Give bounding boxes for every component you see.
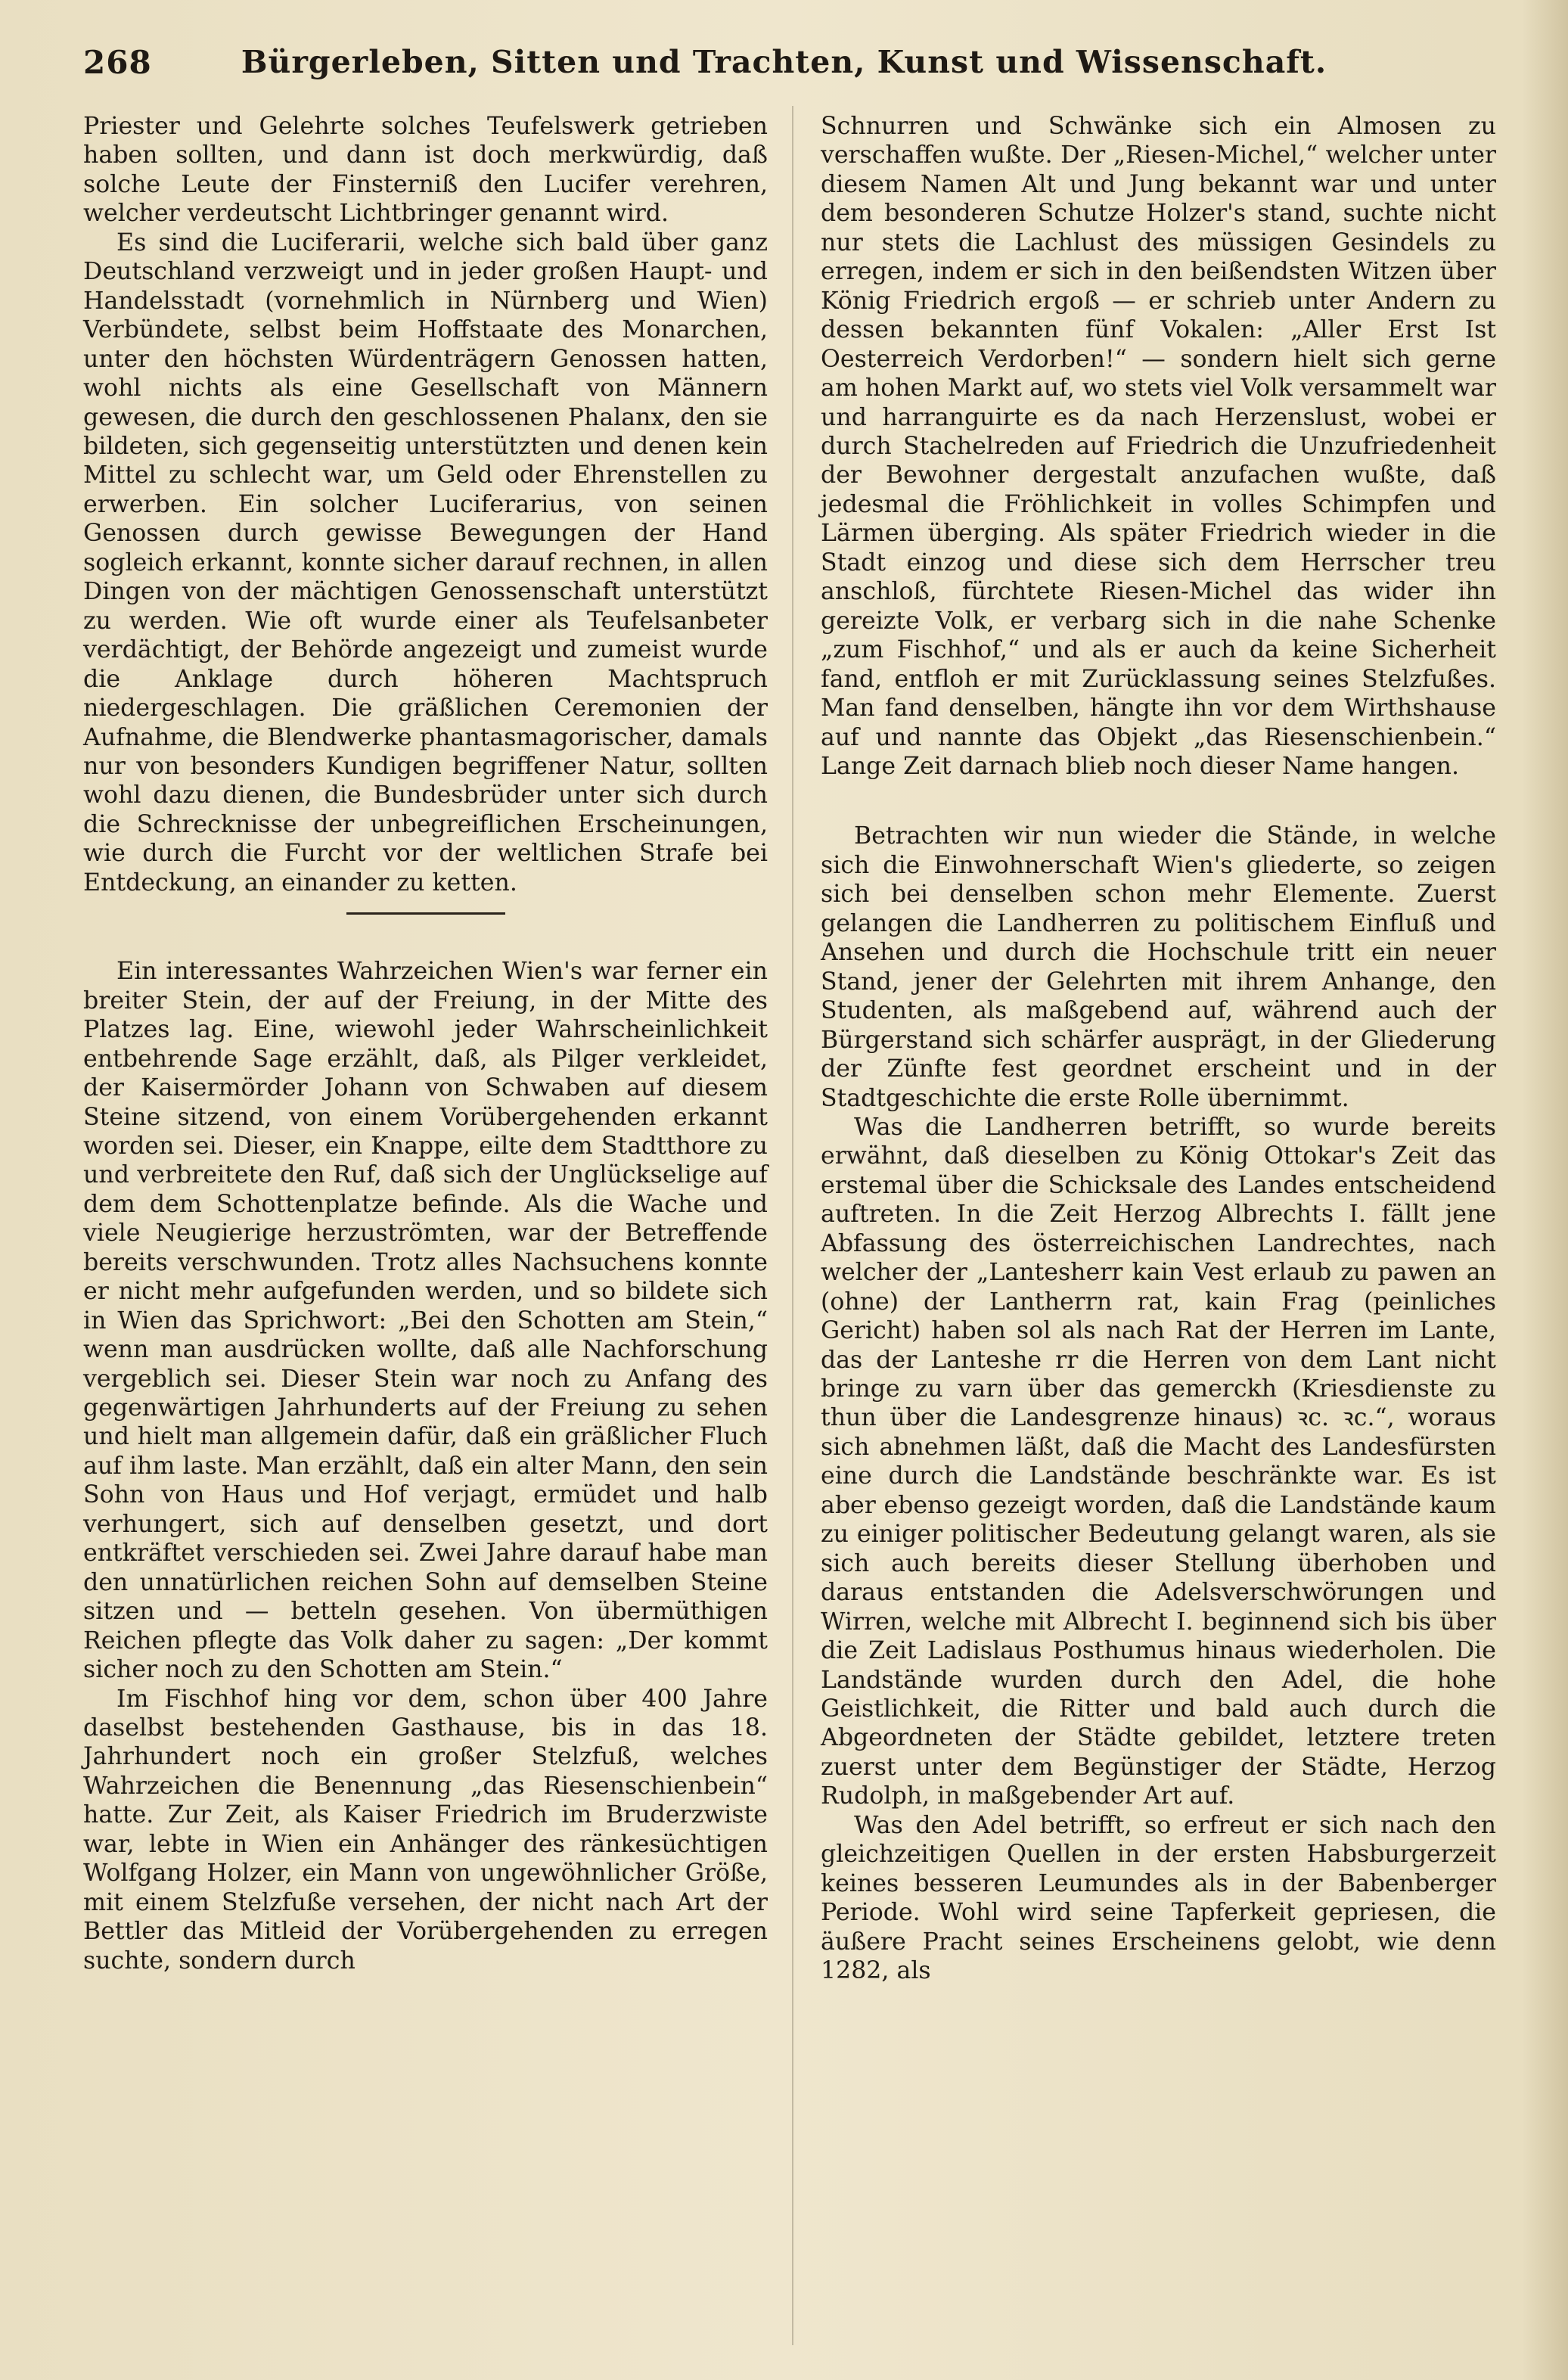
section-divider (346, 912, 505, 915)
running-title: Bürgerleben, Sitten und Trachten, Kunst und Wissenschaft. (241, 44, 1327, 80)
right-column (821, 112, 1496, 1986)
left-column (83, 112, 768, 1975)
right-paragraph-3: Was die Landherren betrifft, so wurde bereits erwähnt, daß dieselben zu König Ottokar's Zeit das erstemal über die Schicksale des Landes entscheidend auftreten. In die Zeit Herzog Albrechts I. fällt jene Abfassung des österreichischen Landrechtes, nach welcher der „Lantesherr kain Vest erlaub zu pawen an (ohne) der Lantherrn rat, kain Frag (peinliches Gericht) haben sol als nach Rat der Herren im Lante, das der Lanteshe rr die Herren von dem Lant nicht bringe zu varn über das gemerckh (Kriesdienste zu thun über die Landesgrenze hinaus) ꝛc. ꝛc.“, woraus sich abnehmen läßt, daß die Macht des Landesfürsten eine durch die Landstände beschränkte war. Es ist aber ebenso gezeigt worden, daß die Landstände kaum zu einiger politischer Bedeutung gelangt waren, als sie sich auch bereits dieser Stellung überhoben und daraus entstanden die Adelsverschwörungen und Wirren, welche mit Albrecht I. beginnend sich bis über die Zeit Ladislaus Posthumus hinaus wiederholen. Die Landstände wurden durch den Adel, die hohe Geistlichkeit, die Ritter und bald auch durch die Abgeordneten der Städte gebildet, letztere treten zuerst unter dem Begünstiger der Städte, Herzog Rudolph, in maßgebender Art auf. (821, 1113, 1496, 1810)
right-paragraph-1: Schnurren und Schwänke sich ein Almosen zu verschaffen wußte. Der „Riesen-Michel,“ welcher unter diesem Namen Alt und Jung bekannt war und unter dem besonderen Schutze Holzer's stand, suchte nicht nur stets die Lachlust des müssigen Gesindels zu erregen, indem er sich in den beißendsten Witzen über König Friedrich ergoß — er schrieb unter Andern zu dessen bekannten fünf Vokalen: „Aller Erst Ist Oesterreich Verdorben!“ — sondern hielt sich gerne am hohen Markt auf, wo stets viel Volk versammelt war und harranguirte es da nach Herzenslust, wobei er durch Stachelreden auf Friedrich die Unzufriedenheit der Bewohner dergestalt anzufachen wußte, daß jedesmal die Fröhlichkeit in volles Schimpfen und Lärmen überging. Als später Friedrich wieder in die Stadt einzog und diese sich dem Herrscher treu anschloß, fürchtete Riesen-Michel das wider ihn gereizte Volk, er verbarg sich in die nahe Schenke „zum Fischhof,“ und als er auch da keine Sicherheit fand, entfloh er mit Zurücklassung seines Stelzfußes. Man fand denselben, hängte ihn vor dem Wirthshause auf und nannte das Objekt „das Riesenschienbein.“ Lange Zeit darnach blieb noch dieser Name hangen. (821, 113, 1496, 780)
section-gap (821, 781, 1496, 822)
left-paragraph-2: Es sind die Luciferarii, welche sich bald über ganz Deutschland verzweigt und in jeder großen Haupt- und Handelsstadt (vornehmlich in Nürnberg und Wien) Verbündete, selbst beim Hoffstaate des Monarchen, unter den höchsten Würdenträgern Genossen hatten, wohl nichts als eine Gesellschaft von Männern gewesen, die durch den geschlossenen Phalanx, den sie bildeten, sich gegenseitig unterstützten und denen kein Mittel zu schlecht war, um Geld oder Ehrenstellen zu erwerben. Ein solcher Luciferarius, von seinen Genossen durch gewisse Bewegungen der Hand sogleich erkannt, konnte sicher darauf rechnen, in allen Dingen von der mächtigen Genossenschaft unterstützt zu werden. Wie oft wurde einer als Teufelsanbeter verdächtigt, der Behörde angezeigt und zumeist wurde die Anklage durch höheren Machtspruch niedergeschlagen. Die gräßlichen Ceremonien der Aufnahme, die Blendwerke phantasmagorischer, damals nur von besonders Kundigen begriffener Natur, sollten wohl dazu dienen, die Bundesbrüder unter sich durch die Schrecknisse der unbegreiflichen Erscheinungen, wie durch die Furcht vor der weltlichen Strafe bei Entdeckung, an einander zu ketten. (83, 228, 768, 896)
page-header (83, 44, 1485, 89)
right-paragraph-2: Betrachten wir nun wieder die Stände, in welche sich die Einwohnerschaft Wien's gliederte, so zeigen sich bei denselben schon mehr Elemente. Zuerst gelangen die Landherren zu politischem Einfluß und Ansehen und durch die Hochschule tritt ein neuer Stand, jener der Gelehrten mit ihrem Anhange, den Studenten, als maßgebend auf, während auch der Bürgerstand sich schärfer ausprägt, in der Gliederung der Zünfte fest geordnet erscheint und in der Stadtgeschichte die erste Rolle übernimmt. (821, 822, 1496, 1112)
left-paragraph-3: Ein interessantes Wahrzeichen Wien's war ferner ein breiter Stein, der auf der Freiung, in der Mitte des Platzes lag. Eine, wiewohl jeder Wahrscheinlichkeit entbehrende Sage erzählt, daß, als Pilger verkleidet, der Kaisermörder Johann von Schwaben auf diesem Steine sitzend, von einem Vorübergehenden erkannt worden sei. Dieser, ein Knappe, eilte dem Stadtthore zu und verbreitete den Ruf, daß sich der Unglückselige auf dem dem Schottenplatze befinde. Als die Wache und viele Neugierige herzuströmten, war der Betreffende bereits verschwunden. Trotz alles Nachsuchens konnte er nicht mehr aufgefunden werden, und so bildete sich in Wien das Sprichwort: „Bei den Schotten am Stein,“ wenn man ausdrücken wollte, daß alle Nachforschung vergeblich sei. Dieser Stein war noch zu Anfang des gegenwärtigen Jahrhunderts auf der Freiung zu sehen und hielt man allgemein dafür, daß ein gräßlicher Fluch auf ihm laste. Man erzählt, daß ein alter Mann, den sein Sohn von Haus und Hof verjagt, ermüdet und halb verhungert, sich auf denselben gesetzt, und dort entkräftet verschieden sei. Zwei Jahre darauf habe man den unnatürlichen reichen Sohn auf demselben Steine sitzen und — betteln gesehen. Von übermüthigen Reichen pflegte das Volk daher zu sagen: „Der kommt sicher noch zu den Schotten am Stein.“ (83, 958, 768, 1684)
right-paragraph-4: Was den Adel betrifft, so erfreut er sich nach den gleichzeitigen Quellen in der ersten Habsburgerzeit keines besseren Leumundes als in der Babenberger Periode. Wohl wird seine Tapferkeit gepriesen, die äußere Pracht seines Erscheinens gelobt, wie denn 1282, als (821, 1811, 1496, 1985)
page-number: 268 (83, 44, 152, 81)
left-paragraph-4: Im Fischhof hing vor dem, schon über 400 Jahre daselbst bestehenden Gasthause, bis in das 18. Jahrhundert noch ein großer Stelzfuß, welches Wahrzeichen die Benennung „das Riesenschienbein“ hatte. Zur Zeit, als Kaiser Friedrich im Bruderzwiste war, lebte in Wien ein Anhänger des ränkesüchtigen Wolfgang Holzer, ein Mann von ungewöhnlicher Größe, mit einem Stelzfuße versehen, der nicht nach Art der Bettler das Mitleid der Vorübergehenden zu erregen suchte, sondern durch (83, 1685, 768, 1975)
left-paragraph-1: Priester und Gelehrte solches Teufelswerk getrieben haben sollten, und dann ist doch merkwürdig, daß solche Leute der Finsterniß den Lucifer verehren, welcher verdeutscht Lichtbringer genannt wird. (83, 113, 768, 228)
column-separator (792, 106, 793, 2345)
page-edge-shadow (1523, 0, 1568, 2380)
